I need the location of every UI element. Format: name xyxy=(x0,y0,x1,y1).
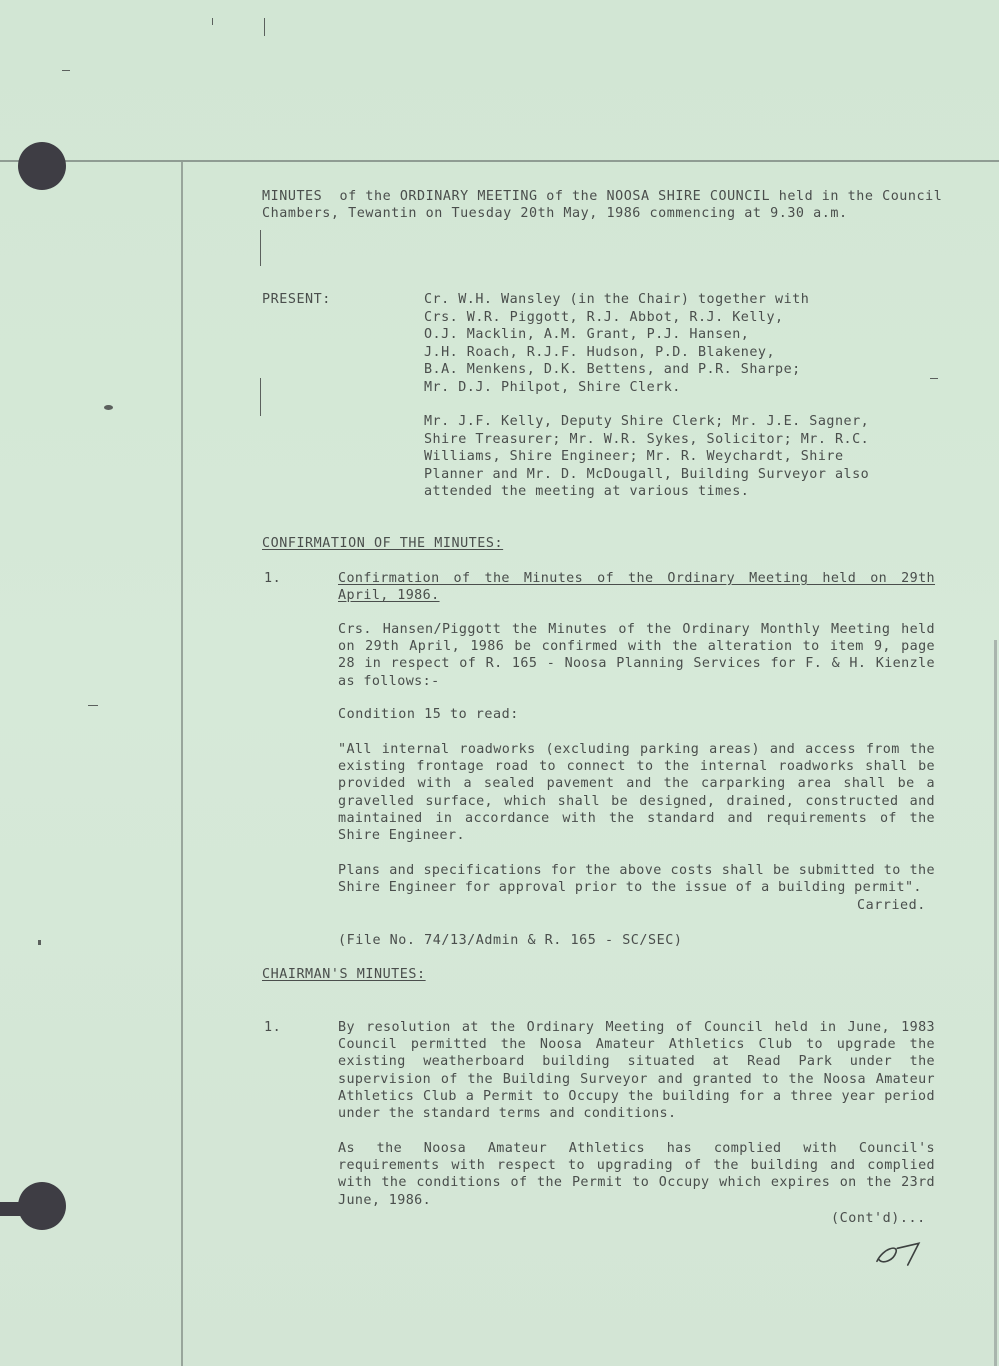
page-edge xyxy=(994,640,997,1366)
officer-line: Mr. J.F. Kelly, Deputy Shire Clerk; Mr. J.E. Sagner, xyxy=(424,414,870,429)
present-line: B.A. Menkens, D.K. Bettens, and P.R. Sharpe; xyxy=(424,362,801,377)
plans-line: Plans and specifications for the above costs shall be submitted to the xyxy=(338,863,935,878)
continued-label: (Cont'd)... xyxy=(831,1211,926,1226)
paragraph-line: supervision of the Building Surveyor and granted to the Noosa Amateur xyxy=(338,1071,935,1087)
header-line-1 xyxy=(262,188,942,205)
chairman-item-number: 1. xyxy=(264,1020,282,1035)
punch-hole-top xyxy=(18,142,66,190)
binder-clip xyxy=(0,1202,30,1216)
paragraph-line: with the conditions of the Permit to Occupy which expires on the 23rd xyxy=(338,1175,935,1191)
confirmation-heading: CONFIRMATION OF THE MINUTES: xyxy=(262,536,504,551)
top-rule xyxy=(0,160,999,162)
present-councillors xyxy=(424,291,809,396)
scan-mark xyxy=(212,18,213,25)
item-title-line: April, 1986. xyxy=(338,588,440,604)
resolution-line: as follows:- xyxy=(338,673,440,689)
scan-mark xyxy=(264,18,265,36)
scan-mark xyxy=(260,230,261,266)
present-label: PRESENT: xyxy=(262,292,331,307)
paragraph-line: June, 1986. xyxy=(338,1192,432,1208)
chairman-paragraph-2 xyxy=(338,1140,935,1209)
paragraph-line: Council permitted the Noosa Amateur Athletics Club to upgrade the xyxy=(338,1037,935,1053)
condition-line: existing frontage road to connect to the internal roadworks shall be xyxy=(338,759,935,775)
plans-line: Shire Engineer for approval prior to the issue of a building permit". xyxy=(338,880,922,896)
paragraph-line: Athletics Club a Permit to Occupy the building for a three year period xyxy=(338,1088,935,1104)
officer-line: Planner and Mr. D. McDougall, Building Surveyor also xyxy=(424,466,870,482)
present-line: O.J. Macklin, A.M. Grant, P.J. Hansen, xyxy=(424,327,750,342)
resolution-line: on 29th April, 1986 be confirmed with the alteration to item 9, page xyxy=(338,639,935,655)
condition-line: maintained in accordance with the standard and requirements of the xyxy=(338,810,935,826)
paragraph-line: under the standard terms and conditions. xyxy=(338,1106,677,1122)
officer-line: Shire Treasurer; Mr. W.R. Sykes, Solicitor; Mr. R.C. xyxy=(424,431,870,447)
condition-heading: Condition 15 to read: xyxy=(338,707,519,722)
scan-mark xyxy=(38,940,41,945)
resolution-line: Crs. Hansen/Piggott the Minutes of the Ordinary Monthly Meeting held xyxy=(338,622,935,637)
present-officers xyxy=(424,413,869,501)
header-title-rest: of the ORDINARY MEETING of the NOOSA SHIRE COUNCIL held in the Council xyxy=(339,189,943,204)
condition-line: Shire Engineer. xyxy=(338,828,465,844)
paragraph-line: existing weatherboard building situated at Read Park under the xyxy=(338,1054,935,1070)
paragraph-line: As the Noosa Amateur Athletics has complied with Council's xyxy=(338,1141,935,1156)
officer-line: Williams, Shire Engineer; Mr. R. Weychardt, Shire xyxy=(424,449,844,464)
plans-text xyxy=(338,862,935,896)
present-line: Cr. W.H. Wansley (in the Chair) together with xyxy=(424,292,810,307)
chairman-paragraph-1 xyxy=(338,1019,935,1122)
scan-mark xyxy=(88,705,98,706)
header-line-2: Chambers, Tewantin on Tuesday 20th May, 1986 commencing at 9.30 a.m. xyxy=(262,206,848,221)
header-title-word: MINUTES xyxy=(262,189,323,204)
carried-label: Carried. xyxy=(857,898,926,913)
item-title-line: Confirmation of the Minutes of the Ordinary Meeting held on 29th xyxy=(338,571,935,586)
resolution-line: 28 in respect of R. 165 - Noosa Planning Services for F. & H. Kienzle xyxy=(338,656,935,672)
scan-mark xyxy=(104,405,113,410)
scan-mark xyxy=(930,378,938,379)
confirmation-item-title xyxy=(338,570,935,604)
scan-mark xyxy=(260,378,261,416)
present-line: J.H. Roach, R.J.F. Hudson, P.D. Blakeney, xyxy=(424,344,776,360)
scan-mark xyxy=(62,70,70,71)
confirmation-resolution xyxy=(338,621,935,690)
condition-line: gravelled surface, which shall be designed, drained, constructed and xyxy=(338,793,935,809)
paragraph-line: requirements with respect to upgrading of the building and complied xyxy=(338,1158,935,1174)
chairman-heading: CHAIRMAN'S MINUTES: xyxy=(262,967,426,982)
confirmation-item-number: 1. xyxy=(264,571,282,586)
officer-line: attended the meeting at various times. xyxy=(424,484,750,499)
present-line: Crs. W.R. Piggott, R.J. Abbot, R.J. Kelly, xyxy=(424,309,784,325)
condition-line: "All internal roadworks (excluding parking areas) and access from the xyxy=(338,742,935,757)
initials-signature xyxy=(868,1232,932,1274)
file-reference: (File No. 74/13/Admin & R. 165 - SC/SEC) xyxy=(338,933,683,948)
condition-line: provided with a sealed pavement and the carparking area shall be a xyxy=(338,776,935,792)
margin-rule xyxy=(181,162,183,1366)
paragraph-line: By resolution at the Ordinary Meeting of Council held in June, 1983 xyxy=(338,1020,935,1035)
condition-text xyxy=(338,741,935,844)
present-line: Mr. D.J. Philpot, Shire Clerk. xyxy=(424,379,681,395)
